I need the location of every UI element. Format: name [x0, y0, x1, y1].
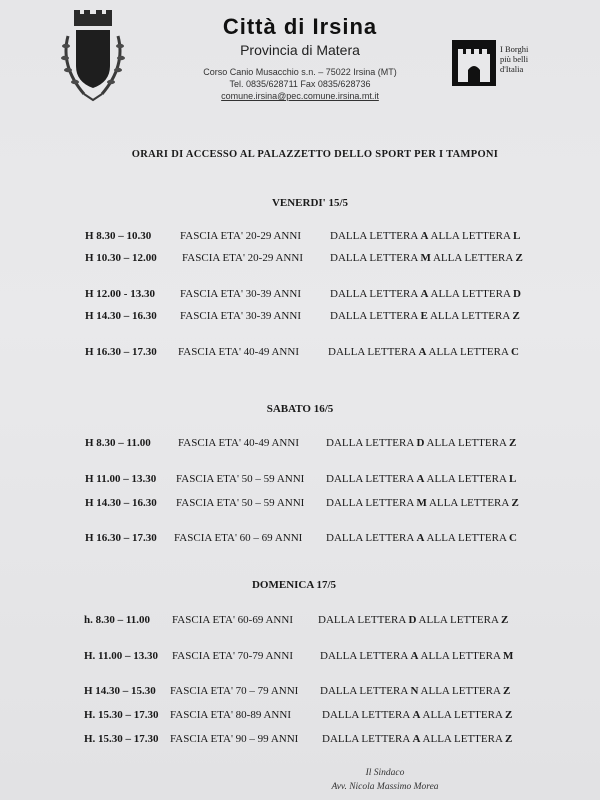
letterhead — [150, 14, 450, 102]
letter-from: E — [420, 310, 428, 322]
age-range: FASCIA ETA' 40-49 ANNI — [178, 346, 299, 358]
age-range: FASCIA ETA' 60 – 69 ANNI — [174, 532, 303, 544]
letter-from: D — [416, 437, 425, 449]
dalla-label: DALLA LETTERA — [330, 288, 418, 300]
letter-from: A — [412, 709, 421, 721]
time-slot: H 14.30 – 15.30 — [84, 685, 156, 697]
letter-range — [328, 346, 519, 358]
dalla-label: DALLA LETTERA — [328, 346, 416, 358]
letter-from: A — [420, 288, 429, 300]
dalla-label: DALLA LETTERA — [318, 614, 406, 626]
letter-to: Z — [512, 310, 520, 322]
letter-to: Z — [515, 252, 523, 264]
age-range: FASCIA ETA' 80-89 ANNI — [170, 709, 291, 721]
age-range: FASCIA ETA' 70-79 ANNI — [172, 650, 293, 662]
age-range: FASCIA ETA' 50 – 59 ANNI — [176, 473, 305, 485]
day-title-saturday: SABATO 16/5 — [266, 403, 334, 415]
time-slot: h. 8.30 – 11.00 — [84, 614, 151, 626]
letter-range — [330, 288, 521, 300]
letter-range — [326, 497, 519, 509]
letter-range — [320, 685, 510, 697]
day-title-friday: VENERDI' 15/5 — [271, 197, 349, 209]
time-slot: H 14.30 – 16.30 — [85, 497, 157, 509]
letter-range — [326, 473, 516, 485]
dalla-label: DALLA LETTERA — [326, 497, 414, 509]
borghi-line1: I Borghi — [500, 44, 529, 54]
letter-to: Z — [505, 709, 513, 721]
letter-to: Z — [509, 437, 517, 449]
coat-of-arms-icon — [58, 10, 128, 106]
tower-icon — [452, 40, 496, 86]
age-range: FASCIA ETA' 70 – 79 ANNI — [170, 685, 299, 697]
letter-from: A — [410, 650, 419, 662]
letter-to: D — [513, 288, 521, 300]
letter-range — [318, 614, 508, 626]
phone-line: Tel. 0835/628711 Fax 0835/628736 — [229, 79, 371, 89]
letter-to: L — [509, 473, 517, 485]
dalla-label: DALLA LETTERA — [326, 532, 414, 544]
dalla-label: DALLA LETTERA — [326, 473, 414, 485]
age-range: FASCIA ETA' 50 – 59 ANNI — [176, 497, 305, 509]
age-range: FASCIA ETA' 90 – 99 ANNI — [170, 733, 299, 745]
alla-label: ALLA LETTERA — [420, 650, 501, 662]
letter-range — [322, 709, 512, 721]
letter-to: Z — [505, 733, 513, 745]
document-title: ORARI DI ACCESSO AL PALAZZETTO DELLO SPORT PER I TAMPONI — [131, 149, 499, 160]
letter-range — [330, 230, 520, 242]
alla-label: ALLA LETTERA — [432, 252, 513, 264]
dalla-label: DALLA LETTERA — [320, 650, 408, 662]
address-line: Corso Canio Musacchio s.n. – 75022 Irsina (MT) — [203, 67, 397, 77]
letter-from: M — [420, 252, 431, 264]
letter-to: L — [513, 230, 521, 242]
email-line: comune.irsina@pec.comune.irsina.mt.it — [221, 91, 379, 101]
time-slot: H. 11.00 – 13.30 — [84, 650, 158, 662]
alla-label: ALLA LETTERA — [426, 437, 507, 449]
time-slot: H 14.30 – 16.30 — [85, 310, 157, 322]
time-slot: H 11.00 – 13.30 — [85, 473, 157, 485]
letter-from: A — [418, 346, 427, 358]
dalla-label: DALLA LETTERA — [330, 252, 418, 264]
dalla-label: DALLA LETTERA — [326, 437, 414, 449]
letter-from: N — [410, 685, 419, 697]
letter-range — [330, 310, 520, 322]
letter-to: C — [511, 346, 519, 358]
borghi-logo — [452, 40, 548, 86]
borghi-text — [500, 44, 550, 74]
age-range: FASCIA ETA' 60-69 ANNI — [172, 614, 293, 626]
time-slot: H 10.30 – 12.00 — [85, 252, 157, 264]
time-slot: H 8.30 – 10.30 — [85, 230, 152, 242]
province-name: Provincia di Matera — [240, 42, 360, 58]
age-range: FASCIA ETA' 30-39 ANNI — [180, 310, 301, 322]
age-range: FASCIA ETA' 20-29 ANNI — [182, 252, 303, 264]
alla-label: ALLA LETTERA — [430, 288, 511, 300]
alla-label: ALLA LETTERA — [428, 346, 509, 358]
alla-label: ALLA LETTERA — [422, 709, 503, 721]
letter-from: A — [420, 230, 429, 242]
borghi-line3: d'Italia — [500, 64, 524, 74]
letter-range — [326, 437, 516, 449]
day-title-sunday: DOMENICA 17/5 — [251, 579, 337, 591]
letter-range — [326, 532, 517, 544]
signature-name: Avv. Nicola Massimo Morea — [331, 782, 439, 792]
dalla-label: DALLA LETTERA — [330, 230, 418, 242]
age-range: FASCIA ETA' 20-29 ANNI — [180, 230, 301, 242]
time-slot: H 16.30 – 17.30 — [85, 346, 157, 358]
letter-from: A — [416, 473, 425, 485]
alla-label: ALLA LETTERA — [422, 733, 503, 745]
time-slot: H 8.30 – 11.00 — [85, 437, 151, 449]
letter-range — [330, 252, 523, 264]
dalla-label: DALLA LETTERA — [322, 733, 410, 745]
letter-range — [320, 650, 513, 662]
age-range: FASCIA ETA' 30-39 ANNI — [180, 288, 301, 300]
borghi-line2: più belli — [500, 54, 529, 64]
letter-to: M — [503, 650, 514, 662]
alla-label: ALLA LETTERA — [430, 230, 511, 242]
letter-to: Z — [503, 685, 511, 697]
signature-role: Il Sindaco — [365, 768, 405, 778]
letter-from: M — [416, 497, 427, 509]
letter-from: A — [412, 733, 421, 745]
dalla-label: DALLA LETTERA — [330, 310, 418, 322]
letter-to: C — [509, 532, 517, 544]
time-slot: H. 15.30 – 17.30 — [84, 709, 159, 721]
dalla-label: DALLA LETTERA — [320, 685, 408, 697]
time-slot: H 16.30 – 17.30 — [85, 532, 157, 544]
alla-label: ALLA LETTERA — [420, 685, 501, 697]
time-slot: H. 15.30 – 17.30 — [84, 733, 159, 745]
alla-label: ALLA LETTERA — [426, 532, 507, 544]
letter-to: Z — [511, 497, 519, 509]
alla-label: ALLA LETTERA — [429, 310, 510, 322]
letter-from: A — [416, 532, 425, 544]
alla-label: ALLA LETTERA — [418, 614, 499, 626]
alla-label: ALLA LETTERA — [426, 473, 507, 485]
letter-from: D — [408, 614, 417, 626]
city-name: Città di Irsina — [222, 14, 378, 39]
letter-to: Z — [501, 614, 509, 626]
alla-label: ALLA LETTERA — [428, 497, 509, 509]
time-slot: H 12.00 - 13.30 — [85, 288, 155, 300]
dalla-label: DALLA LETTERA — [322, 709, 410, 721]
age-range: FASCIA ETA' 40-49 ANNI — [178, 437, 299, 449]
letter-range — [322, 733, 512, 745]
